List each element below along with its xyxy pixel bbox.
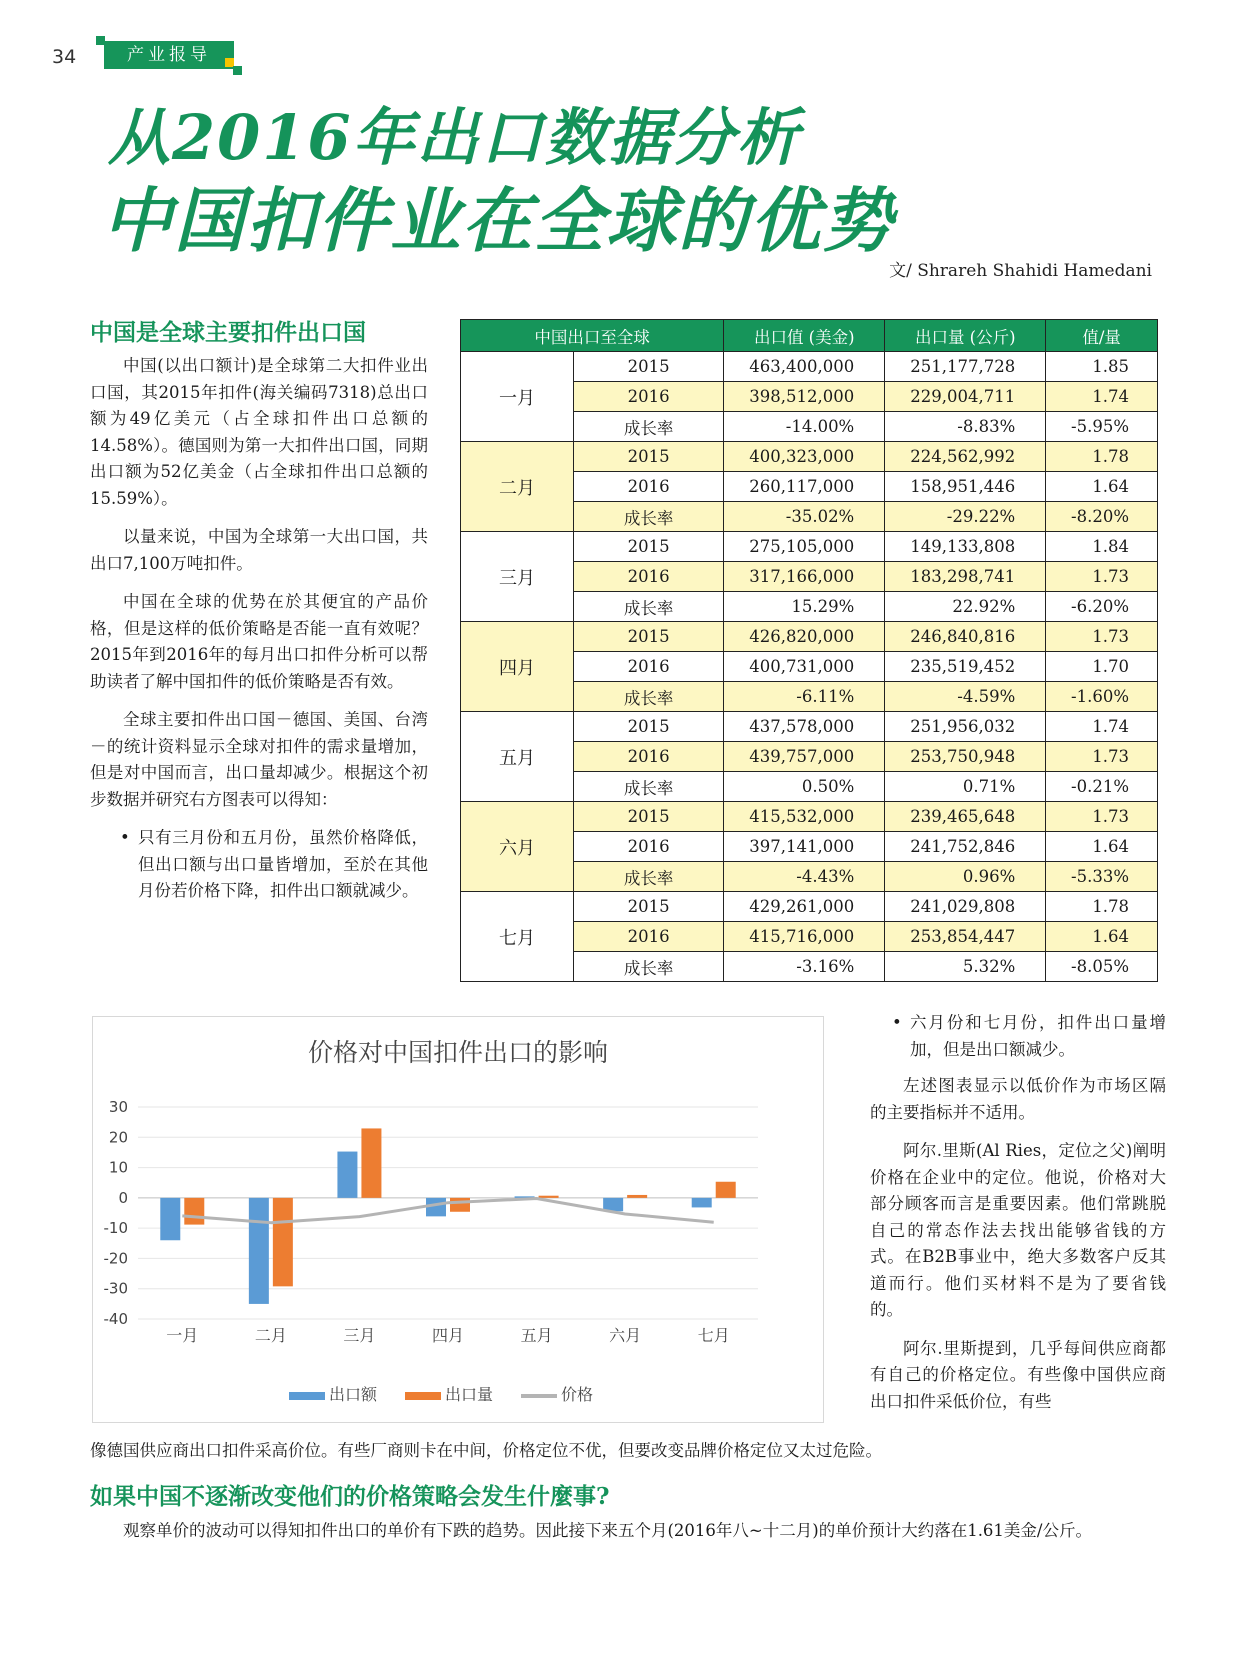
export-volume-cell: 183,298,741 (885, 562, 1046, 592)
month-cell: 六月 (461, 802, 574, 892)
export-value-cell: 317,166,000 (724, 562, 885, 592)
export-volume-cell: 22.92% (885, 592, 1046, 622)
export-volume-cell: -8.83% (885, 412, 1046, 442)
export-value-cell: -3.16% (724, 952, 885, 982)
row-label-cell: 2015 (574, 802, 724, 832)
ratio-cell: 1.73 (1046, 562, 1158, 592)
paragraph: 观察单价的波动可以得知扣件出口的单价有下跌的趋势。因此接下来五个月(2016年八~十二月)的单价预计大约落在1.61美金/公斤。 (123, 1521, 1092, 1540)
row-label-cell: 2016 (574, 742, 724, 772)
legend-swatch (289, 1392, 325, 1400)
y-tick-label: -10 (103, 1219, 128, 1238)
ratio-cell: -0.21% (1046, 772, 1158, 802)
row-label-cell: 2016 (574, 562, 724, 592)
table-row (461, 892, 1158, 922)
export-volume-cell: 239,465,648 (885, 802, 1046, 832)
table-body (461, 352, 1158, 982)
byline: 文/ Shrareh Shahidi Hamedani (889, 261, 1152, 281)
table-row (461, 712, 1158, 742)
table-header: 出口量 (公斤) (885, 320, 1046, 352)
table-header: 出口值 (美金) (724, 320, 885, 352)
ratio-cell: -5.33% (1046, 862, 1158, 892)
x-tick-label: 三月 (343, 1326, 376, 1345)
row-label-cell: 2016 (574, 832, 724, 862)
section-tag: 产业报导 (104, 41, 234, 69)
table-header: 值/量 (1046, 320, 1158, 352)
bar-export-volume (273, 1198, 293, 1286)
y-tick-label: 30 (108, 1098, 128, 1116)
bar-export-value (337, 1152, 357, 1198)
row-label-cell: 2016 (574, 922, 724, 952)
article-title-line-1: 从2016年出口数据分析 (108, 101, 801, 174)
ratio-cell: -8.20% (1046, 502, 1158, 532)
paragraph: 以量来说，中国为全球第一大出口国，共出口7,100万吨扣件。 (90, 527, 428, 573)
export-volume-cell: 235,519,452 (885, 652, 1046, 682)
bar-export-volume (539, 1196, 559, 1198)
y-tick-label: 20 (108, 1128, 128, 1147)
table-header-row (461, 320, 1158, 352)
ratio-cell: -1.60% (1046, 682, 1158, 712)
export-value-cell: 15.29% (724, 592, 885, 622)
ratio-cell: -5.95% (1046, 412, 1158, 442)
export-volume-cell: 229,004,711 (885, 382, 1046, 412)
decor-square (233, 66, 242, 75)
bar-export-value (160, 1198, 180, 1240)
row-label-cell: 2016 (574, 382, 724, 412)
table-row (461, 532, 1158, 562)
bar-export-volume (361, 1128, 381, 1197)
legend-swatch (405, 1392, 441, 1400)
export-value-cell: 400,731,000 (724, 652, 885, 682)
bar-export-volume (716, 1182, 736, 1198)
table-header: 中国出口至全球 (461, 320, 724, 352)
ratio-cell: 1.73 (1046, 742, 1158, 772)
row-label-cell: 2015 (574, 442, 724, 472)
export-volume-cell: 0.96% (885, 862, 1046, 892)
left-column (90, 353, 428, 905)
y-tick-label: -40 (103, 1310, 128, 1328)
paragraph: 中国在全球的优势在於其便宜的产品价格，但是这样的低价策略是否能一直有效呢？2015年到2016年的每月出口扣件分析可以帮助读者了解中国扣件的低价策略是否有效。 (90, 592, 428, 691)
export-value-cell: 400,323,000 (724, 442, 885, 472)
section-heading: 如果中国不逐渐改变他们的价格策略会发生什麼事? (90, 1483, 610, 1510)
bullet-item: • 只有三月份和五月份，虽然价格降低，但出口额与出口量皆增加，至於在其他月份若价格下降，扣件出口额就减少。 (138, 825, 428, 905)
y-tick-label: -20 (103, 1249, 128, 1268)
export-volume-cell: -29.22% (885, 502, 1046, 532)
bar-export-volume (184, 1198, 204, 1225)
section-heading: 中国是全球主要扣件出口国 (90, 319, 366, 346)
ratio-cell: 1.78 (1046, 892, 1158, 922)
paragraph: 全球主要扣件出口国－德国、美国、台湾－的统计资料显示全球对扣件的需求量增加，但是对中国而言，出口量却减少。根据这个初步数据并研究右方图表可以得知： (90, 710, 428, 809)
right-column (870, 1010, 1166, 1427)
bullet-item: • 六月份和七月份，扣件出口量增加，但是出口额减少。 (910, 1010, 1166, 1063)
table-row (461, 622, 1158, 652)
ratio-cell: 1.64 (1046, 922, 1158, 952)
x-tick-label: 六月 (609, 1326, 642, 1345)
bullet-list (870, 1010, 1166, 1063)
paragraph: 中国(以出口额计)是全球第二大扣件业出口国，其2015年扣件(海关编码7318)总出口额为49亿美元（占全球扣件出口总额的14.58%）。德国则为第一大扣件出口国，同期出口额为52亿美金（占全球扣件出口总额的15.59%）。 (90, 356, 428, 508)
x-tick-label: 五月 (520, 1326, 553, 1345)
ratio-cell: -8.05% (1046, 952, 1158, 982)
export-value-cell: 397,141,000 (724, 832, 885, 862)
chart (92, 1016, 824, 1423)
export-volume-cell: 0.71% (885, 772, 1046, 802)
month-cell: 七月 (461, 892, 574, 982)
export-data-table (460, 319, 1158, 982)
export-volume-cell: 149,133,808 (885, 532, 1046, 562)
paragraph: 左述图表显示以低价作为市场区隔的主要指标并不适用。 (870, 1076, 1166, 1122)
row-label-cell: 成长率 (574, 682, 724, 712)
x-tick-label: 二月 (254, 1326, 287, 1345)
ratio-cell: 1.73 (1046, 802, 1158, 832)
row-label-cell: 2015 (574, 532, 724, 562)
table-row (461, 802, 1158, 832)
ratio-cell: 1.84 (1046, 532, 1158, 562)
month-cell: 四月 (461, 622, 574, 712)
export-value-cell: 415,532,000 (724, 802, 885, 832)
export-value-cell: 463,400,000 (724, 352, 885, 382)
export-volume-cell: 253,854,447 (885, 922, 1046, 952)
bar-export-volume (450, 1198, 470, 1212)
row-label-cell: 成长率 (574, 592, 724, 622)
ratio-cell: 1.64 (1046, 472, 1158, 502)
page-number: 34 (52, 46, 77, 68)
bar-export-volume (627, 1195, 647, 1198)
ratio-cell: -6.20% (1046, 592, 1158, 622)
export-volume-cell: 246,840,816 (885, 622, 1046, 652)
row-label-cell: 2016 (574, 472, 724, 502)
export-value-cell: -4.43% (724, 862, 885, 892)
paragraph: 阿尔.里斯(Al Ries，定位之父)阐明价格在企业中的定位。他说，价格对大部分顾客而言是重要因素。他们常跳脱自己的常态作法去找出能够省钱的方式。在B2B事业中，绝大多数客户反其道而行。他们买材料不是为了要省钱的。 (870, 1141, 1166, 1319)
legend-label: 价格 (561, 1385, 594, 1404)
export-volume-cell: 251,956,032 (885, 712, 1046, 742)
x-tick-label: 七月 (697, 1326, 730, 1345)
month-cell: 一月 (461, 352, 574, 442)
ratio-cell: 1.78 (1046, 442, 1158, 472)
month-cell: 三月 (461, 532, 574, 622)
export-value-cell: 0.50% (724, 772, 885, 802)
export-volume-cell: 253,750,948 (885, 742, 1046, 772)
ratio-cell: 1.70 (1046, 652, 1158, 682)
ratio-cell: 1.64 (1046, 832, 1158, 862)
export-value-cell: -14.00% (724, 412, 885, 442)
export-value-cell: 415,716,000 (724, 922, 885, 952)
y-tick-label: 0 (118, 1188, 128, 1207)
paragraph: 阿尔.里斯提到，几乎每间供应商都有自己的价格定位。有些像中国供应商出口扣件采低价位，有些 (870, 1338, 1166, 1411)
export-value-cell: 437,578,000 (724, 712, 885, 742)
y-tick-label: 10 (108, 1158, 128, 1177)
row-label-cell: 成长率 (574, 772, 724, 802)
row-label-cell: 成长率 (574, 502, 724, 532)
export-volume-cell: 251,177,728 (885, 352, 1046, 382)
article-title-line-2: 中国扣件业在全球的优势 (102, 179, 894, 262)
bar-export-value (249, 1198, 269, 1304)
bullet-list (90, 825, 428, 905)
legend-item (521, 1382, 593, 1405)
month-cell: 二月 (461, 442, 574, 532)
ratio-cell: 1.85 (1046, 352, 1158, 382)
x-tick-label: 一月 (166, 1326, 199, 1345)
export-value-cell: 275,105,000 (724, 532, 885, 562)
chart-plot (93, 1017, 823, 1422)
row-label-cell: 成长率 (574, 412, 724, 442)
export-volume-cell: 224,562,992 (885, 442, 1046, 472)
export-value-cell: 398,512,000 (724, 382, 885, 412)
export-value-cell: -35.02% (724, 502, 885, 532)
paragraph-continuation: 像德国供应商出口扣件采高价位。有些厂商则卡在中间，价格定位不优，但要改变品牌价格定位又太过危险。 (90, 1441, 882, 1460)
export-volume-cell: 241,029,808 (885, 892, 1046, 922)
legend-item (405, 1382, 493, 1405)
table-row (461, 442, 1158, 472)
month-cell: 五月 (461, 712, 574, 802)
bar-export-value (692, 1198, 712, 1208)
ratio-cell: 1.74 (1046, 382, 1158, 412)
export-volume-cell: 158,951,446 (885, 472, 1046, 502)
export-value-cell: 260,117,000 (724, 472, 885, 502)
row-label-cell: 成长率 (574, 952, 724, 982)
export-value-cell: 439,757,000 (724, 742, 885, 772)
row-label-cell: 2015 (574, 892, 724, 922)
legend-swatch (521, 1394, 557, 1398)
export-value-cell: 426,820,000 (724, 622, 885, 652)
table-row (461, 352, 1158, 382)
row-label-cell: 2015 (574, 622, 724, 652)
export-volume-cell: 241,752,846 (885, 832, 1046, 862)
y-tick-label: -30 (103, 1279, 128, 1298)
legend-label: 出口量 (445, 1385, 494, 1404)
row-label-cell: 2015 (574, 712, 724, 742)
legend-label: 出口额 (329, 1385, 378, 1404)
export-value-cell: 429,261,000 (724, 892, 885, 922)
export-volume-cell: 5.32% (885, 952, 1046, 982)
ratio-cell: 1.74 (1046, 712, 1158, 742)
legend-item (289, 1382, 377, 1405)
export-volume-cell: -4.59% (885, 682, 1046, 712)
export-value-cell: -6.11% (724, 682, 885, 712)
x-tick-label: 四月 (431, 1326, 465, 1345)
row-label-cell: 成长率 (574, 862, 724, 892)
ratio-cell: 1.73 (1046, 622, 1158, 652)
chart-title: 价格对中国扣件出口的影响 (307, 1038, 608, 1067)
row-label-cell: 2016 (574, 652, 724, 682)
row-label-cell: 2015 (574, 352, 724, 382)
